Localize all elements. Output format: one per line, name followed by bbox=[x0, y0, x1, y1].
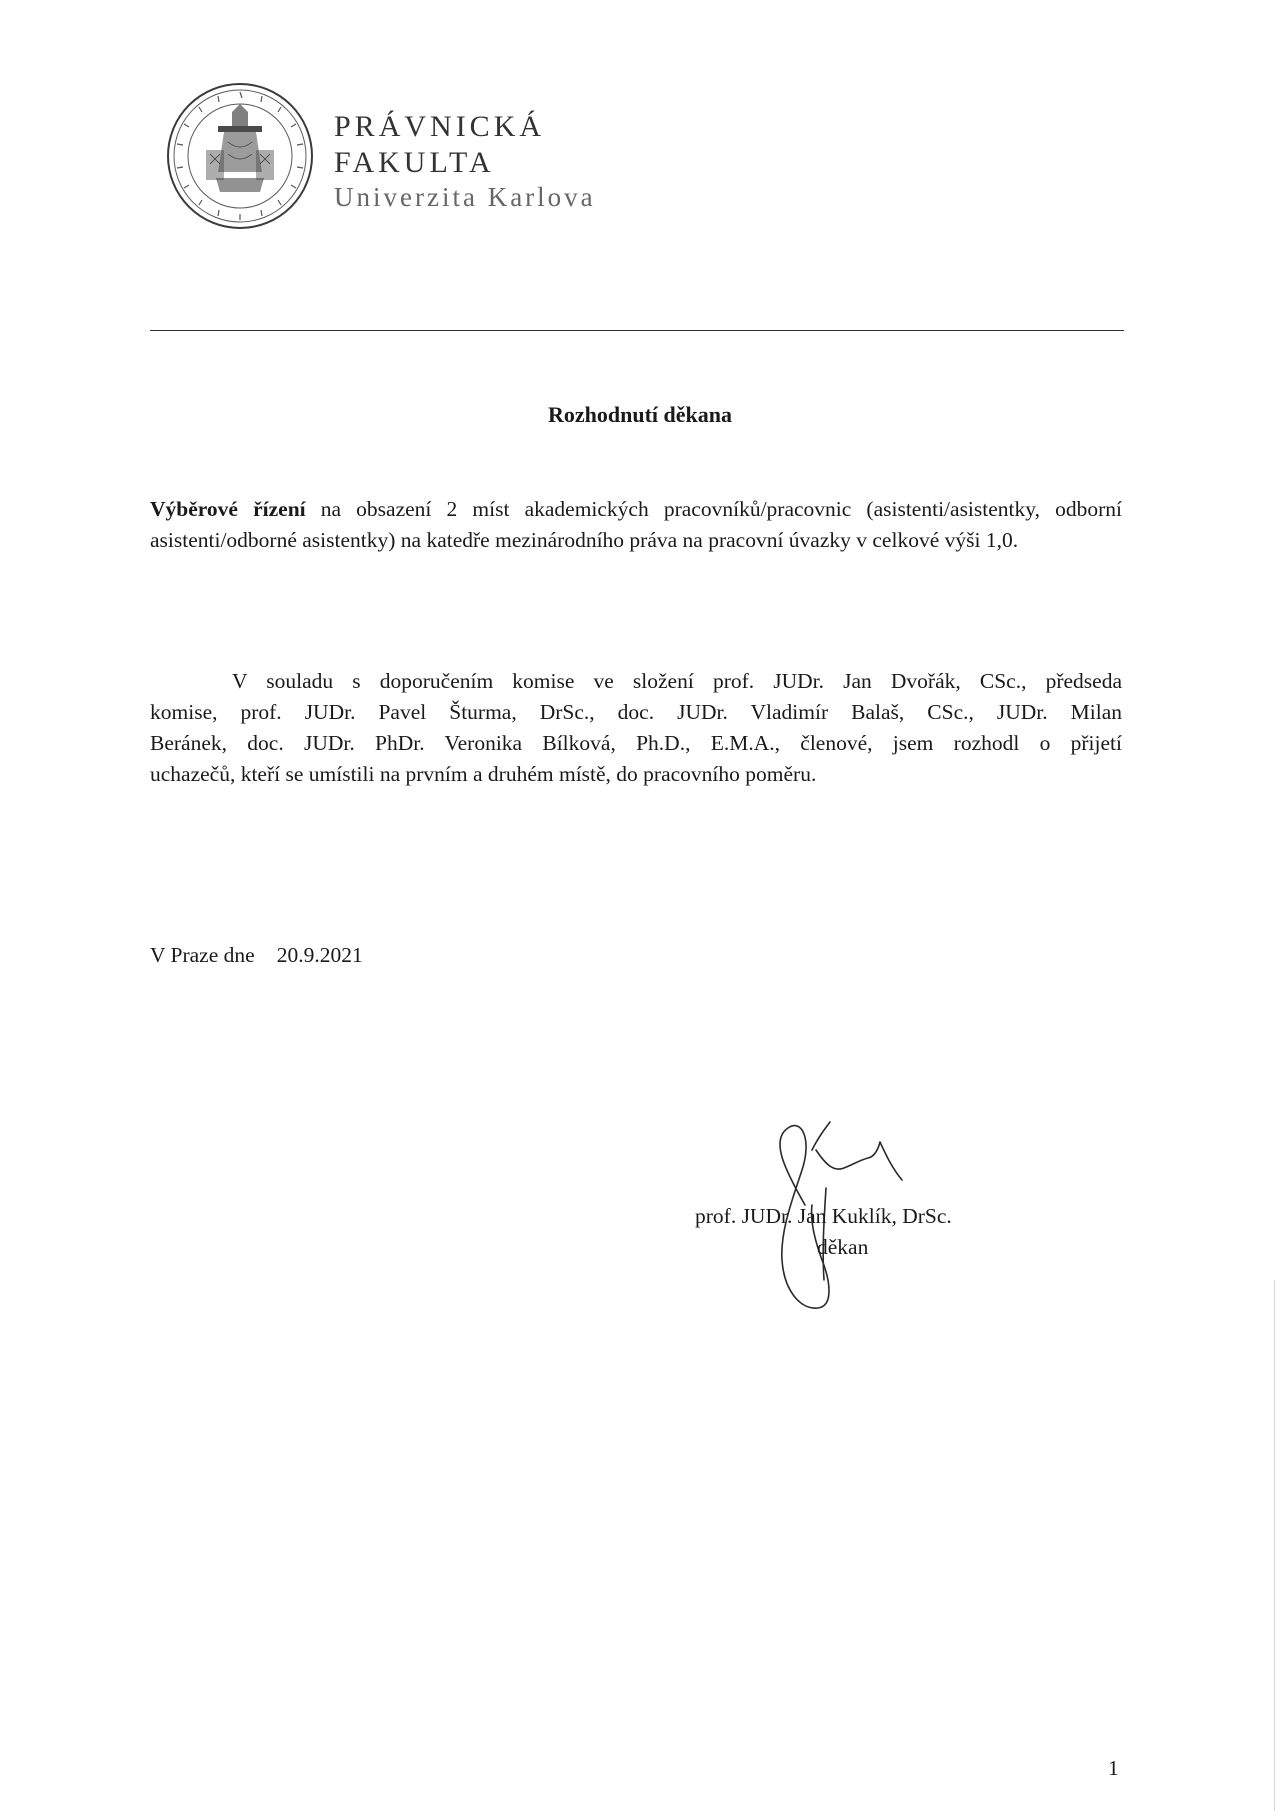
decision-line: komise, prof. JUDr. Pavel Šturma, DrSc., doc. JUDr. Vladimír Balaš, CSc., JUDr. Milan bbox=[150, 700, 1122, 724]
subject-text: na obsazení 2 míst akademických pracovníků/pracovnic (asistenti/asistentky, odborní asistenti/odborné asistentky) na katedře mezinárodního práva na pracovní úvazky v celkové výši 1,0. bbox=[150, 497, 1122, 552]
decision-line: V souladu s doporučením komise ve složení prof. JUDr. Jan Dvořák, CSc., předseda bbox=[232, 669, 1122, 693]
decision-line: uchazečů, kteří se umístili na prvním a druhém místě, do pracovního poměru. bbox=[150, 762, 817, 786]
university-seal-icon bbox=[166, 82, 314, 230]
place-and-date bbox=[150, 940, 363, 971]
decision-paragraph bbox=[150, 666, 1122, 790]
subject-paragraph bbox=[150, 494, 1122, 556]
document-title: Rozhodnutí děkana bbox=[547, 402, 732, 427]
faculty-name-line1: PRÁVNICKÁ bbox=[334, 110, 546, 143]
place-label: V Praze dne bbox=[150, 943, 255, 967]
decision-line: Beránek, doc. JUDr. PhDr. Veronika Bílková, Ph.D., E.M.A., členové, jsem rozhodl o přijetí bbox=[150, 731, 1122, 755]
university-name: Univerzita Karlova bbox=[334, 182, 596, 212]
faculty-name-line2: FAKULTA bbox=[334, 146, 495, 179]
page-number: 1 bbox=[1108, 1756, 1119, 1780]
signer-role: děkan bbox=[817, 1235, 869, 1259]
subject-heading: Výběrové řízení bbox=[150, 497, 306, 521]
scan-edge-line bbox=[1274, 1280, 1275, 1811]
signer-name: prof. JUDr. Jan Kuklík, DrSc. bbox=[695, 1204, 952, 1228]
issue-date: 20.9.2021 bbox=[276, 943, 363, 967]
header-divider bbox=[150, 330, 1124, 331]
faculty-header bbox=[334, 112, 596, 211]
